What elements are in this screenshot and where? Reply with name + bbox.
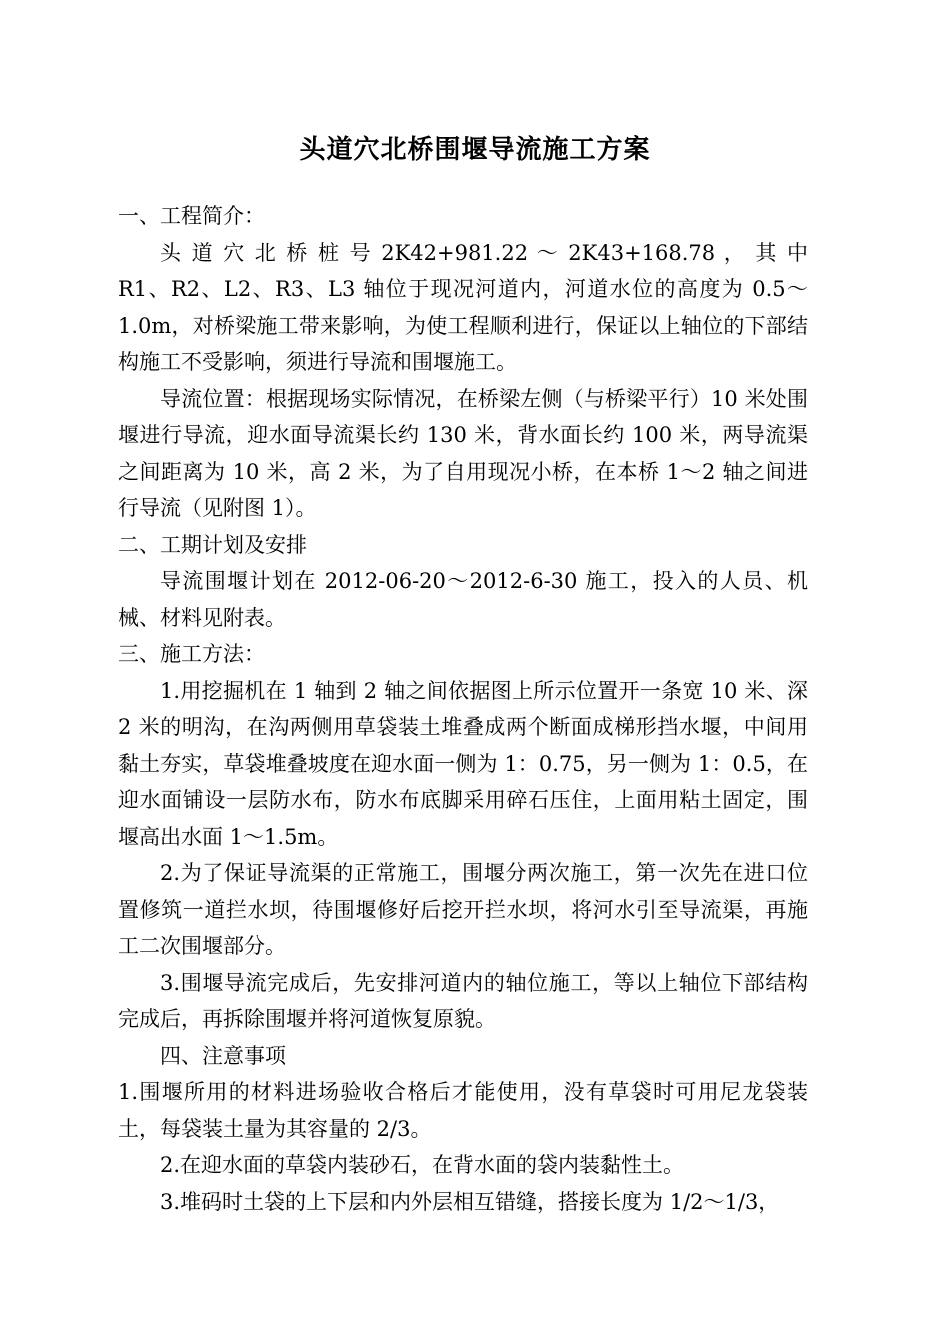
document-title: 头道穴北桥围堰导流施工方案 <box>299 135 651 165</box>
section-heading-1: 一、工程简介： <box>118 204 265 228</box>
paragraph-note-2: 2.在迎水面的草袋内装砂石，在背水面的袋内装黏性土。 <box>160 1153 685 1177</box>
paragraph-project-intro: 头 道 穴 北 桥 桩 号 2K42+981.22 ～ 2K43+168.78 ， 其 中 R1、R2、L2、R3、L3 轴位于现况河道内，河道水位的高度为 0.5～1.0m，对桥梁施工带来影响，为使工程顺利进行，保证以上轴位的下部结构施工不受影响，须进行导流和围堰施工。 <box>118 240 808 374</box>
paragraph-method-1: 1.用挖掘机在 1 轴到 2 轴之间依据图上所示位置开一条宽 10 米、深 2 米的明沟，在沟两侧用草袋装土堆叠成两个断面成梯形挡水堰，中间用黏土夯实，草袋堆叠坡度在迎水面一侧为 1：0.75，另一侧为 1：0.5，在迎水面铺设一层防水布，防水布底脚采用碎石压住，上面用粘土固定，围堰高出水面 1～1.5m。 <box>118 678 808 849</box>
paragraph-schedule: 导流围堰计划在 2012-06-20～2012-6-30 施工，投入的人员、机械、材料见附表。 <box>118 569 808 630</box>
section-heading-3: 三、施工方法： <box>118 642 265 666</box>
section-heading-2: 二、工期计划及安排 <box>118 532 307 557</box>
paragraph-method-3: 3.围堰导流完成后，先安排河道内的轴位施工，等以上轴位下部结构完成后，再拆除围堰并将河道恢复原貌。 <box>118 970 808 1031</box>
paragraph-note-3: 3.堆码时土袋的上下层和内外层相互错缝，搭接长度为 1/2～1/3， <box>160 1189 780 1214</box>
paragraph-note-1: 1.围堰所用的材料进场验收合格后才能使用，没有草袋时可用尼龙袋装土，每袋装土量为其容量的 2/3。 <box>118 1080 808 1141</box>
paragraph-method-2: 2.为了保证导流渠的正常施工，围堰分两次施工，第一次先在进口位置修筑一道拦水坝，待围堰修好后挖开拦水坝，将河水引至导流渠，再施工二次围堰部分。 <box>118 861 808 958</box>
paragraph-diversion-location: 导流位置：根据现场实际情况，在桥梁左侧（与桥梁平行）10 米处围堰进行导流，迎水面导流渠长约 130 米，背水面长约 100 米，两导流渠之间距离为 10 米，高 2 米，为了自用现况小桥，在本桥 1～2 轴之间进行导流（见附图 1）。 <box>118 386 808 520</box>
section-heading-4: 四、注意事项 <box>160 1043 286 1068</box>
document-body <box>118 198 808 1220</box>
